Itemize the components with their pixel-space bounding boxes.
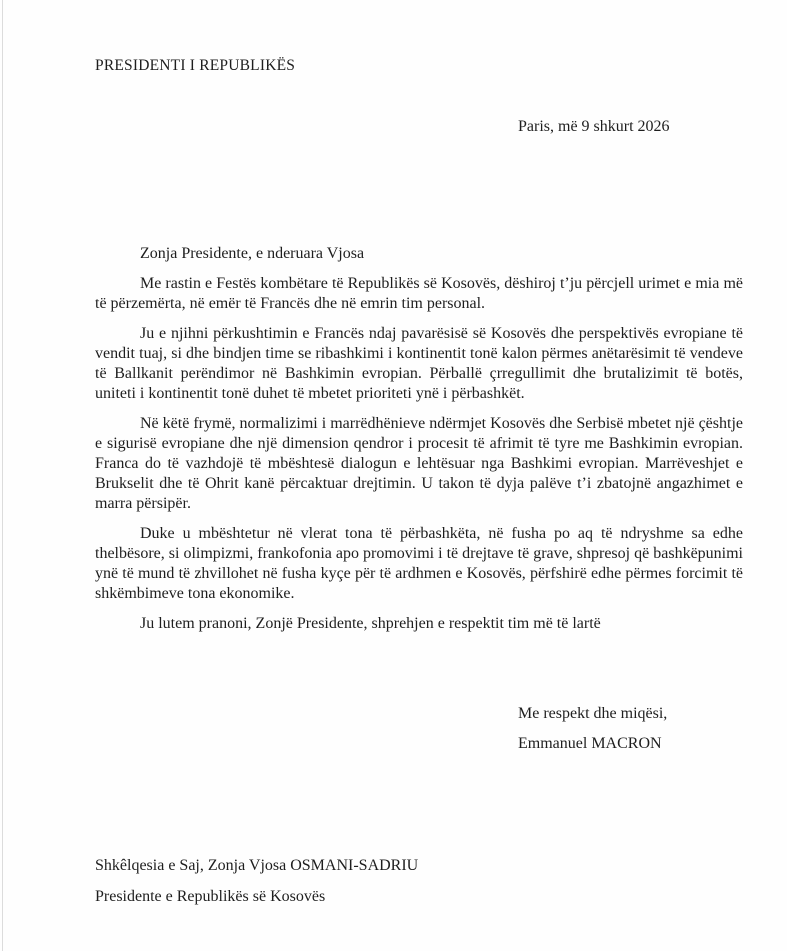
paragraph-normalization: Në këtë frymë, normalizimi i marrëdhënieve ndërmjet Kosovës dhe Serbisë mbetet një çështje e sigurisë evropiane dhe një dimension qendror i procesit të afrimit të tyre me Bashkimin evropian. Franca do të vazhdojë të mbështesë dialogun e lehtësuar nga Bashkimi evropian. Marrëveshjet e Brukselit dhe të Ohrit kanë përcaktuar drejtimin. U takon të dyja palëve t’i zbatojnë angazhimet e marra përsipër. [95,415,743,512]
paragraph-respect-closing: Ju lutem pranoni, Zonjë Presidente, shprehjen e respektit tim më të lartë [140,615,601,632]
paragraph-commitment: Ju e njihni përkushtimin e Francës ndaj pavarësisë së Kosovës dhe perspektivës evropiane të vendit tuaj, si dhe bindjen time se ribashkimi i kontinentit tonë kalon përmes anëtarësimit të vendeve të Ballkanit perëndimor në Bashkimin evropian. Përballë çrregullimit dhe brutalizimit të botës, uniteti i kontinentit tonë duhet të mbetet prioriteti ynë i përbashkët. [95,325,743,402]
signature-name: Emmanuel MACRON [518,735,662,752]
letterhead-title: PRESIDENTI I REPUBLIKËS [95,57,296,74]
paragraph-shared-values: Duke u mbështetur në vlerat tona të përbashkëta, në fusha po aq të ndryshme sa edhe thelbësore, si olimpizmi, frankofonia apo promovimi i të drejtave të grave, shpresoj që bashkëpunimi ynë të mund të zhvillohet në fusha kyçe për të ardhmen e Kosovës, përfshirë edhe përmes forcimit të shkëmbimeve tona ekonomike. [95,525,743,602]
recipient-name: Shkêlqesia e Saj, Zonja Vjosa OSMANI-SADRIU [95,857,419,874]
salutation: Zonja Presidente, e nderuara Vjosa [140,245,365,262]
page-edge-line [2,0,3,951]
paragraph-greeting-wishes: Me rastin e Festës kombëtare të Republikës së Kosovës, dëshiroj t’ju përcjell urimet e mia më të përzemërta, në emër të Francës dhe në emrin tim personal. [95,275,743,312]
recipient-block [95,856,418,907]
date-line: Paris, më 9 shkurt 2026 [518,118,670,135]
valediction: Me respekt dhe miqësi, [518,705,668,722]
closing-block [518,704,667,754]
letter-body [95,244,743,644]
recipient-title: Presidente e Republikës së Kosovës [95,888,326,905]
